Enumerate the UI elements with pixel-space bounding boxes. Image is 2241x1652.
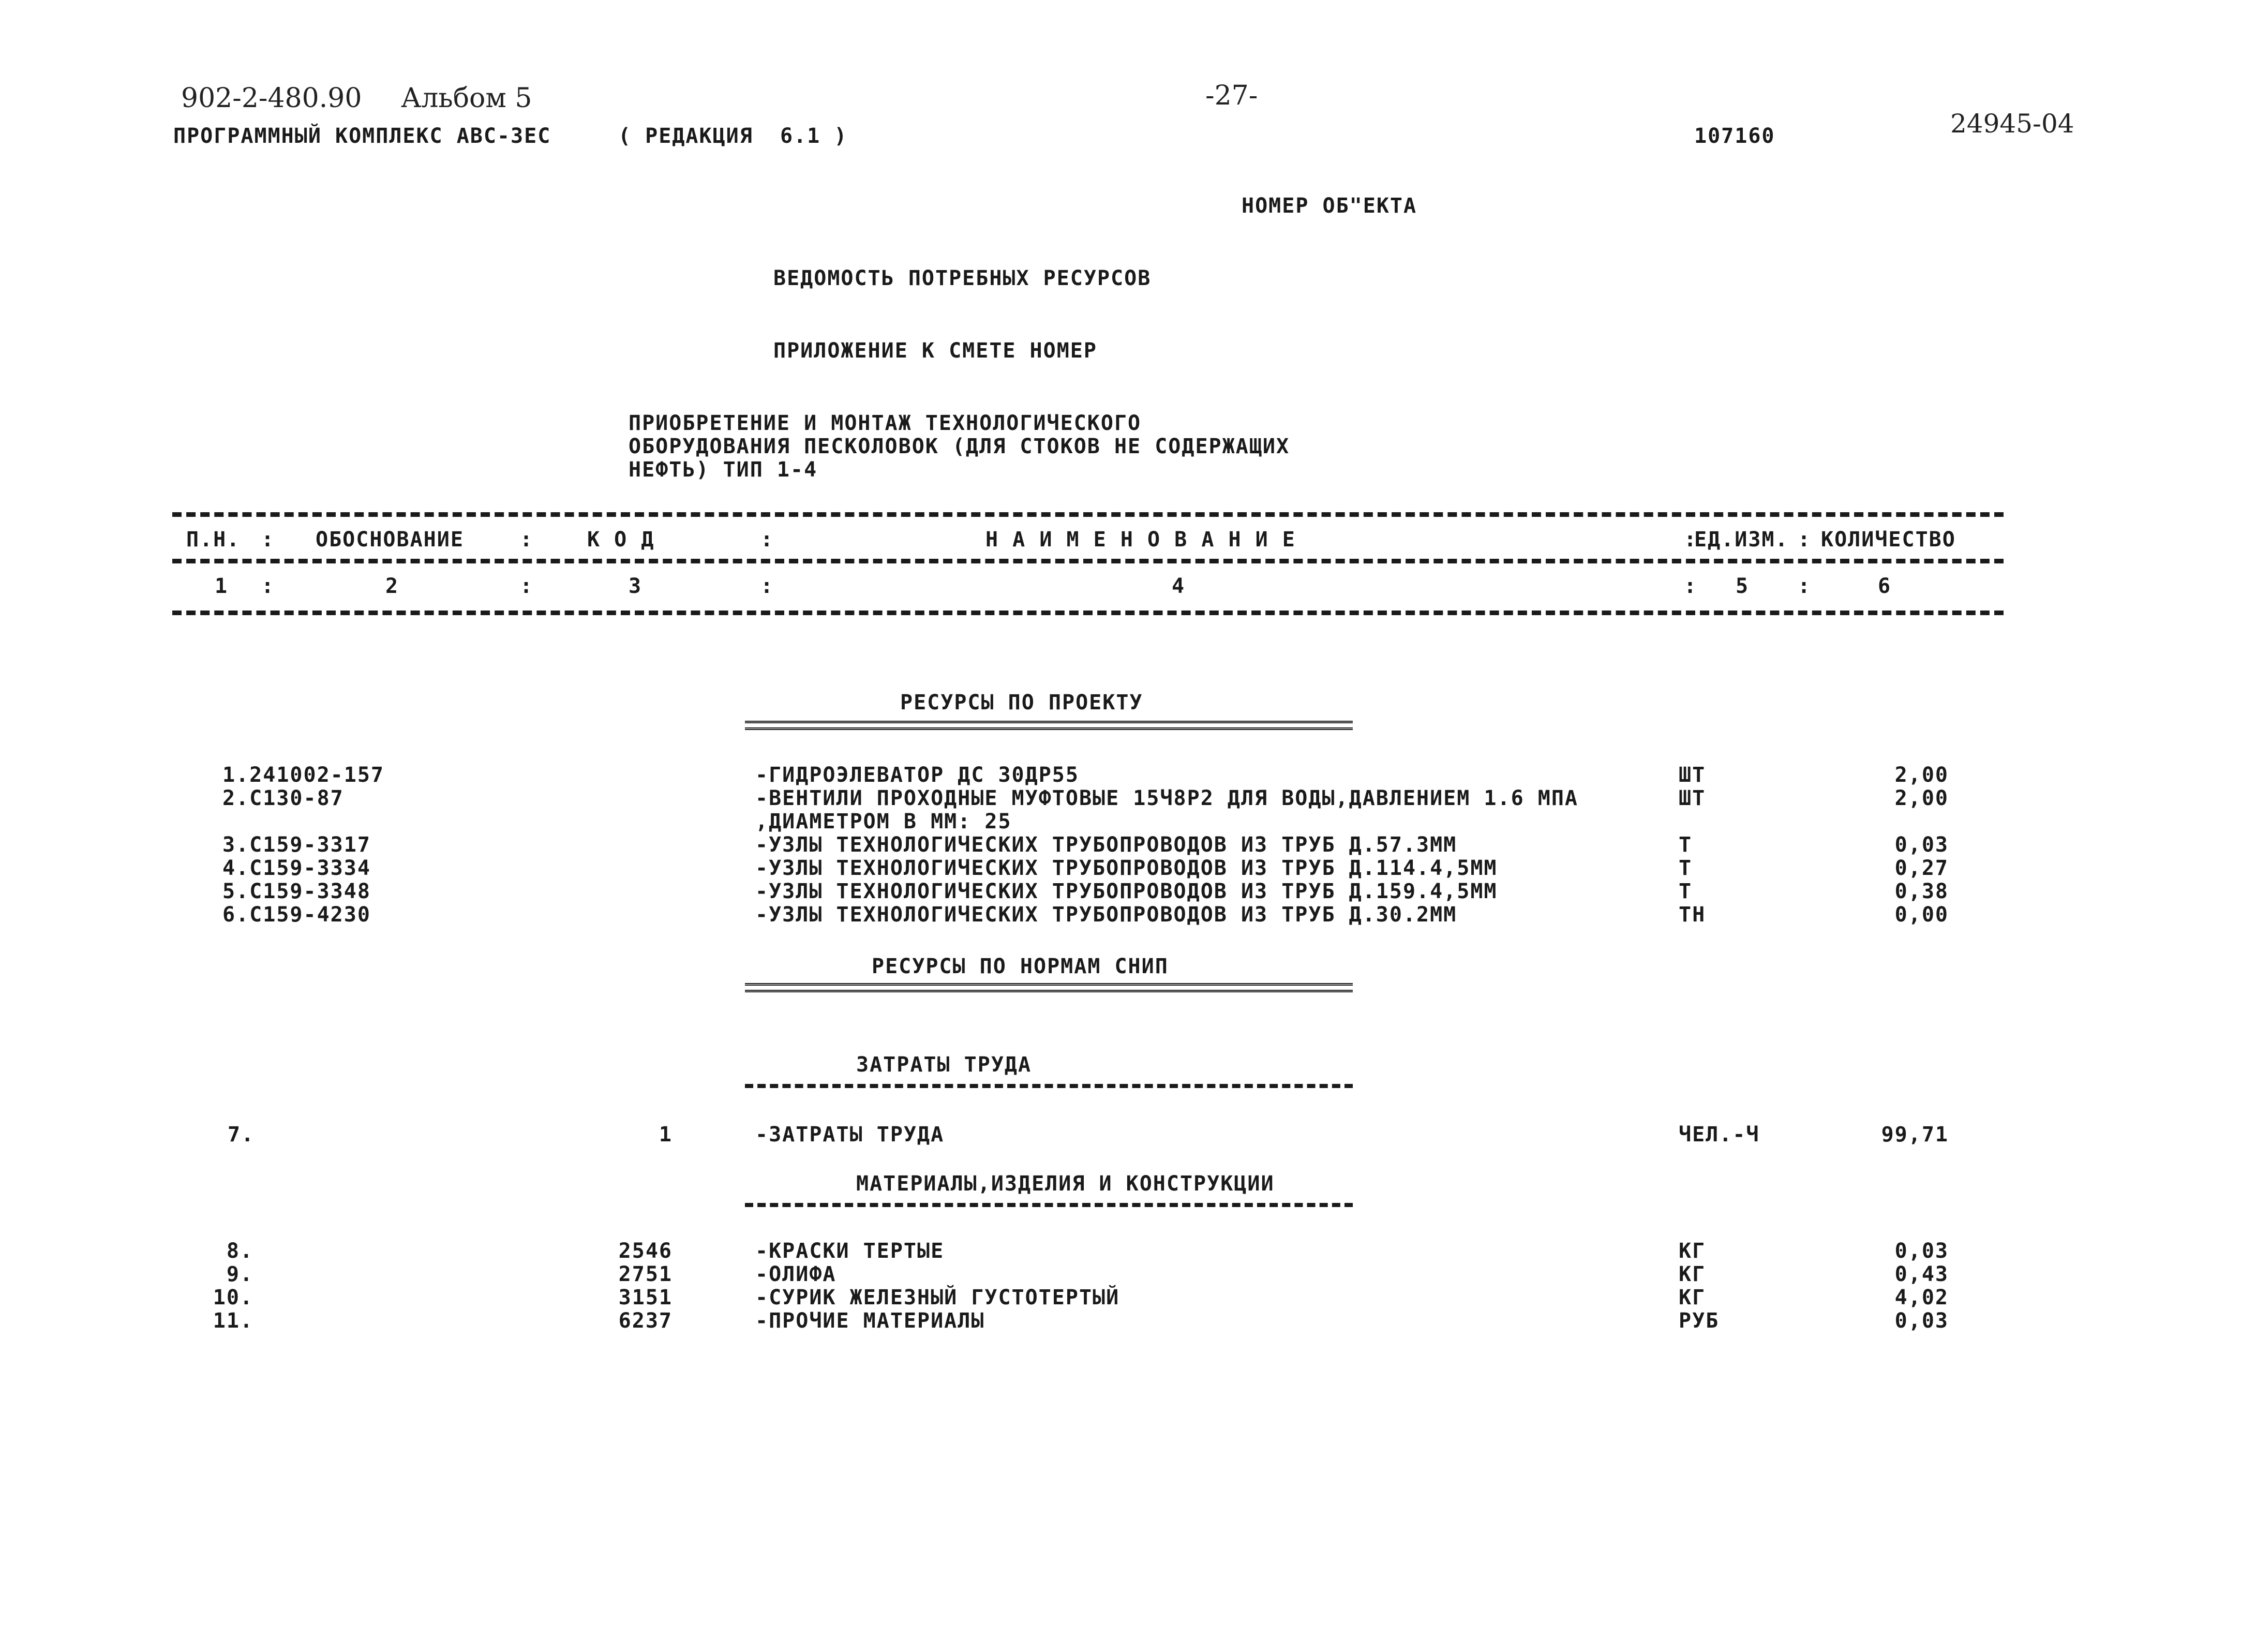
row-name: -ПРОЧИЕ МАТЕРИАЛЫ <box>755 1309 985 1333</box>
row-number: 7. <box>228 1123 255 1147</box>
row-number: 8. <box>226 1239 253 1263</box>
row-name: -УЗЛЫ ТЕХНОЛОГИЧЕСКИХ ТРУБОПРОВОДОВ ИЗ ТРУБ Д.30.2ММ <box>755 903 1457 927</box>
row-qty: 4,02 <box>1894 1286 1949 1309</box>
col-pn: П.Н. <box>186 528 241 552</box>
row-name: -ОЛИФА <box>755 1262 836 1286</box>
row-number: 10. <box>213 1286 253 1309</box>
statement-title: ВЕДОМОСТЬ ПОТРЕБНЫХ РЕСУРСОВ <box>773 266 1152 290</box>
row-basis: 5.С159-3348 <box>222 880 371 903</box>
col-sep: : <box>261 528 275 552</box>
section-materials-underline <box>745 1203 1353 1207</box>
col-sep: : <box>261 574 275 598</box>
col-num-5: 5 <box>1736 574 1750 598</box>
col-sep: : <box>520 574 534 598</box>
col-num-4: 4 <box>1172 574 1186 598</box>
row-basis: 1.241002-157 <box>222 763 384 787</box>
row-unit: ШТ <box>1679 786 1706 810</box>
row-unit: РУБ <box>1679 1309 1720 1333</box>
row-basis: 3.С159-3317 <box>222 833 371 857</box>
col-sep: : <box>1798 574 1812 598</box>
row-unit: ТН <box>1679 903 1706 927</box>
header-rule-bottom <box>172 611 2004 615</box>
code-number: 107160 <box>1694 124 1775 148</box>
header-rule-mid <box>172 559 2004 563</box>
row-name: -ГИДРОЭЛЕВАТОР ДС 30ДР55 <box>755 763 1079 787</box>
row-qty: 0,03 <box>1894 833 1949 857</box>
row-qty: 0,27 <box>1894 856 1949 880</box>
section-project-underline <box>745 721 1353 730</box>
row-name: -УЗЛЫ ТЕХНОЛОГИЧЕСКИХ ТРУБОПРОВОДОВ ИЗ ТРУБ Д.114.4,5ММ <box>755 856 1498 880</box>
row-basis: 2.С130-87 <box>222 786 344 810</box>
row-name-cont: ,ДИАМЕТРОМ В ММ: 25 <box>755 810 1012 834</box>
col-num-3: 3 <box>629 574 643 598</box>
row-basis: 4.С159-3334 <box>222 856 371 880</box>
row-code: 2546 <box>618 1239 673 1263</box>
col-unit: ЕД.ИЗМ. <box>1694 528 1789 552</box>
row-number: 11. <box>213 1309 253 1333</box>
col-sep: : <box>1684 574 1698 598</box>
stamp-number: 24945-04 <box>1950 109 2074 139</box>
col-num-6: 6 <box>1878 574 1892 598</box>
col-basis: ОБОСНОВАНИЕ <box>316 528 464 552</box>
col-sep: : <box>1798 528 1812 552</box>
row-unit: КГ <box>1679 1286 1706 1309</box>
object-number-title: НОМЕР ОБ"ЕКТА <box>1242 194 1417 218</box>
section-norms-underline <box>745 983 1353 992</box>
row-basis: 6.С159-4230 <box>222 903 371 927</box>
row-qty: 2,00 <box>1894 786 1949 810</box>
col-qty: КОЛИЧЕСТВО <box>1821 528 1956 552</box>
row-name: -СУРИК ЖЕЛЕЗНЫЙ ГУСТОТЕРТЫЙ <box>755 1286 1120 1309</box>
row-code: 1 <box>659 1123 673 1147</box>
row-qty: 2,00 <box>1894 763 1949 787</box>
header-rule-top <box>172 512 2004 517</box>
album-label: Альбом 5 <box>401 83 532 114</box>
row-unit: КГ <box>1679 1262 1706 1286</box>
subject-line-3: НЕФТЬ) ТИП 1-4 <box>629 458 818 482</box>
col-code: К О Д <box>587 528 655 552</box>
row-qty: 99,71 <box>1881 1123 1949 1147</box>
row-qty: 0,03 <box>1894 1239 1949 1263</box>
row-code: 6237 <box>618 1309 673 1333</box>
row-name: -КРАСКИ ТЕРТЫЕ <box>755 1239 945 1263</box>
row-name: -ВЕНТИЛИ ПРОХОДНЫЕ МУФТОВЫЕ 15Ч8Р2 ДЛЯ ВОДЫ,ДАВЛЕНИЕМ 1.6 МПА <box>755 786 1579 810</box>
section-project-title: РЕСУРСЫ ПО ПРОЕКТУ <box>900 691 1143 715</box>
row-unit: Т <box>1679 833 1693 857</box>
section-materials-title: МАТЕРИАЛЫ,ИЗДЕЛИЯ И КОНСТРУКЦИИ <box>856 1172 1275 1196</box>
row-name: -УЗЛЫ ТЕХНОЛОГИЧЕСКИХ ТРУБОПРОВОДОВ ИЗ ТРУБ Д.57.3ММ <box>755 833 1457 857</box>
col-sep: : <box>1684 528 1698 552</box>
col-sep: : <box>760 574 774 598</box>
col-sep: : <box>760 528 774 552</box>
software-name: ПРОГРАММНЫЙ КОМПЛЕКС АВС-3ЕС <box>173 124 551 148</box>
row-name: -ЗАТРАТЫ ТРУДА <box>755 1123 945 1147</box>
col-sep: : <box>520 528 534 552</box>
col-num-1: 1 <box>215 574 229 598</box>
row-unit: КГ <box>1679 1239 1706 1263</box>
document-code: 902-2-480.90 <box>181 83 362 114</box>
col-num-2: 2 <box>385 574 399 598</box>
row-unit: Т <box>1679 856 1693 880</box>
appendix-title: ПРИЛОЖЕНИЕ К СМЕТЕ НОМЕР <box>773 339 1097 363</box>
row-unit: ЧЕЛ.-Ч <box>1679 1123 1760 1147</box>
row-qty: 0,38 <box>1894 880 1949 903</box>
edition-label: ( РЕДАКЦИЯ 6.1 ) <box>618 124 848 148</box>
section-labor-title: ЗАТРАТЫ ТРУДА <box>856 1053 1032 1077</box>
row-code: 3151 <box>618 1286 673 1309</box>
col-name: Н А И М Е Н О В А Н И Е <box>985 528 1296 552</box>
subject-line-1: ПРИОБРЕТЕНИЕ И МОНТАЖ ТЕХНОЛОГИЧЕСКОГО <box>629 411 1142 435</box>
section-norms-title: РЕСУРСЫ ПО НОРМАМ СНИП <box>872 955 1169 978</box>
subject-line-2: ОБОРУДОВАНИЯ ПЕСКОЛОВОК (ДЛЯ СТОКОВ НЕ СОДЕРЖАЩИХ <box>629 435 1290 458</box>
row-qty: 0,00 <box>1894 903 1949 927</box>
section-labor-underline <box>745 1084 1353 1088</box>
row-qty: 0,03 <box>1894 1309 1949 1333</box>
page-number: -27- <box>1205 80 1258 111</box>
row-qty: 0,43 <box>1894 1262 1949 1286</box>
row-unit: ШТ <box>1679 763 1706 787</box>
row-name: -УЗЛЫ ТЕХНОЛОГИЧЕСКИХ ТРУБОПРОВОДОВ ИЗ ТРУБ Д.159.4,5ММ <box>755 880 1498 903</box>
row-code: 2751 <box>618 1262 673 1286</box>
row-unit: Т <box>1679 880 1693 903</box>
row-number: 9. <box>226 1262 253 1286</box>
